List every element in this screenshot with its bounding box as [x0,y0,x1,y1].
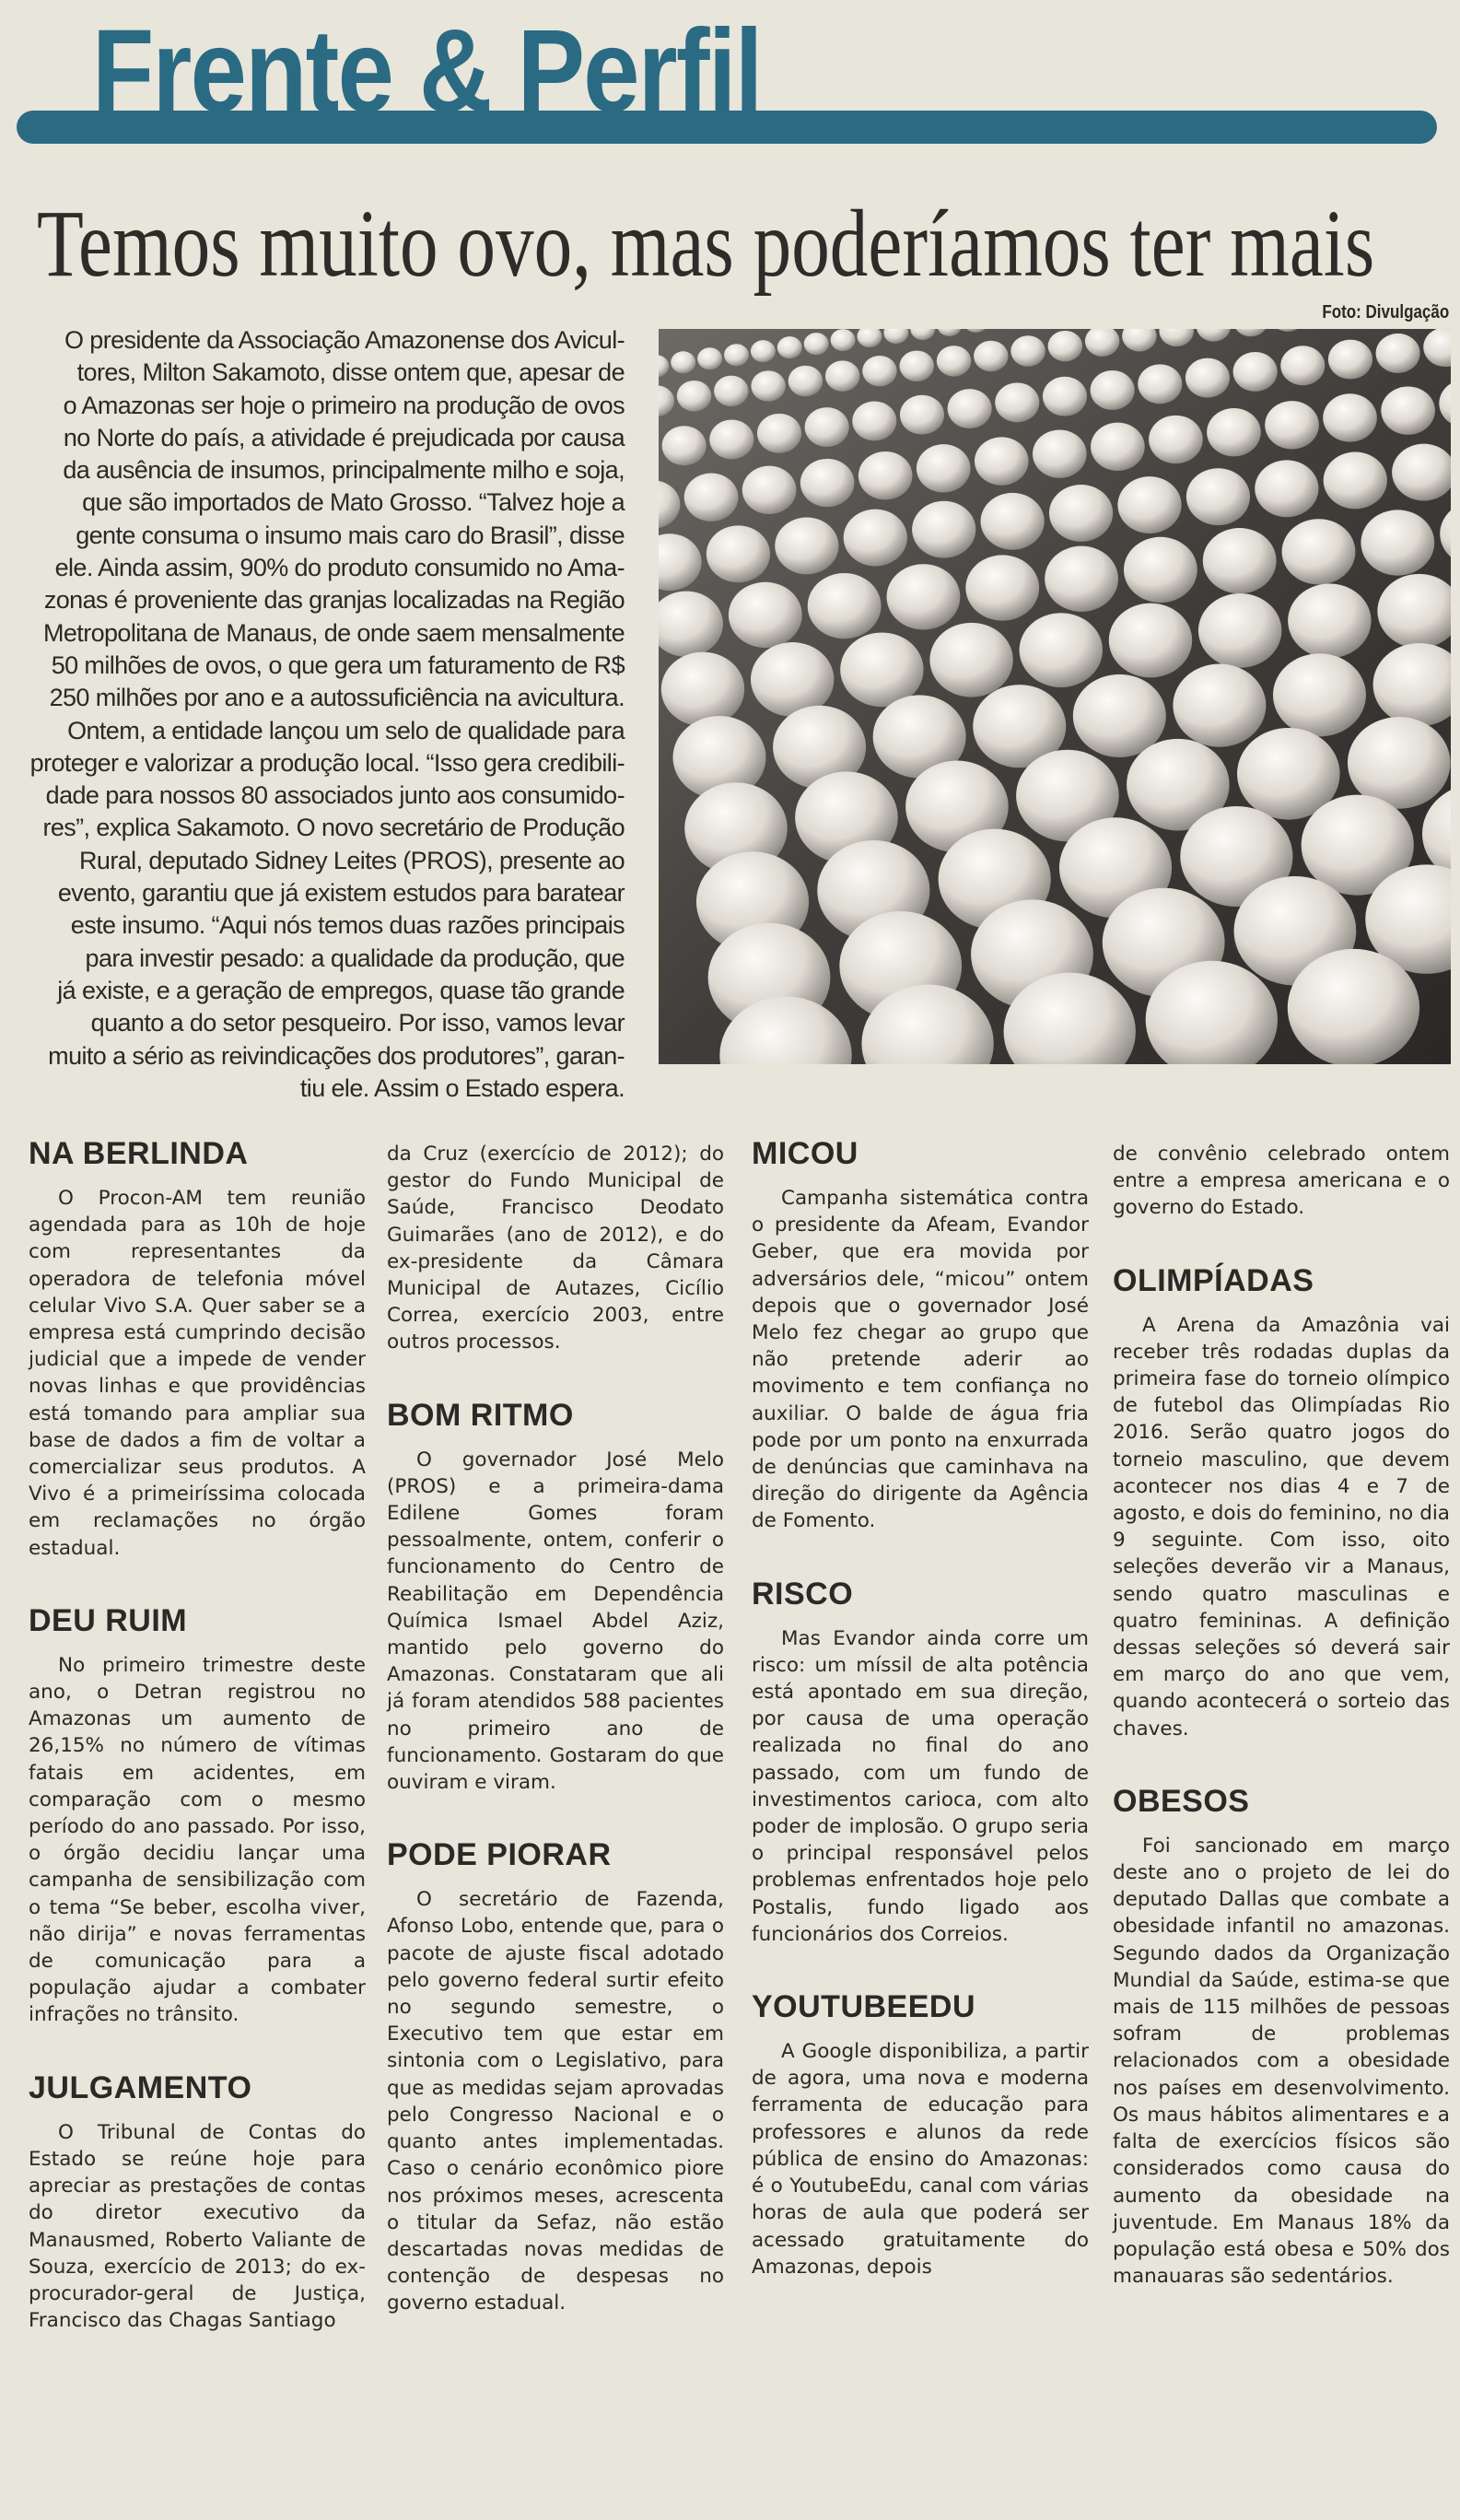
notes-column-1 [29,1135,366,2334]
egg [975,437,1029,485]
egg [1198,593,1281,668]
egg [1186,358,1230,398]
egg [831,329,856,351]
egg [1117,476,1181,533]
egg [844,510,907,567]
egg [1138,364,1182,404]
intro-line: 250 milhões por ano e a autossuficiência na avicultura. [49,684,625,712]
note-body-julgamento: O Tribunal de Contas do Estado se reúne hoje para apreciar as prestações de contas do diretor executivo da Manausmed, Roberto Valiante de Souza, exercício de 2013; do ex-procurador-geral de Justiça, Francisco das Chagas Santiago [29,2120,366,2333]
egg [788,366,823,396]
article-intro [28,324,625,1105]
egg [1149,416,1203,463]
intro-line: gente consuma o insumo mais caro do Brasil”, disse [76,521,625,549]
egg [887,564,961,629]
egg [1203,528,1277,593]
notes-column-4 [1113,1141,1450,2330]
note-title-olimpiadas: OLIMPÍADAS [1113,1262,1314,1298]
intro-line: que são importados de Mato Grosso. “Talvez hoje a [82,488,625,517]
intro-line: dade para nossos 80 associados junto aos consumido- [45,781,625,810]
egg [1273,653,1366,736]
egg [808,573,882,639]
egg [937,346,971,376]
egg [995,382,1039,422]
egg [697,347,722,369]
egg [1033,429,1087,477]
note-title-na-berlinda: NA BERLINDA [29,1136,249,1171]
egg [900,395,944,435]
egg [852,401,896,440]
intro-line: 50 milhões de ovos, o que gera um faturamento de R$ [51,651,625,679]
egg [742,466,797,514]
egg [1233,352,1278,392]
egg [825,360,859,391]
note-body-pode-piorar: O secretário de Fazenda, Afonso Lobo, entende que, para o pacote de ajuste fiscal adotado pelo governo federal surtir efeito no segundo semestre, o Executivo tem que estar em sintonia com o Legislativo, para que as medidas sejam aprovadas pelo Congresso Nacional e o quanto antes implementadas. Caso o cenário econômico piore nos próximos meses, acrescenta o titular da Sefaz, não estão descartadas novas medidas de contenção de despesas no governo estadual. [387,1888,724,2315]
egg [1328,340,1372,380]
egg [1173,664,1266,747]
egg [1265,401,1319,449]
egg [662,426,707,465]
intro-line: já existe, e a geração de empregos, quase tão grande [57,976,625,1004]
egg [1207,408,1261,456]
egg [751,340,776,362]
photo-credit: Foto: Divulgação [1322,302,1449,322]
egg [1376,334,1420,373]
intro-line: este insumo. “Aqui nós temos duas razões principais [70,911,625,940]
egg [1124,537,1197,603]
egg [1091,423,1145,471]
egg [805,407,849,447]
intro-line: muito a sério as reivindicações dos produtores”, garan- [48,1041,625,1070]
intro-line: Rural, deputado Sidney Leites (PROS), presente ao [79,846,625,874]
egg [757,414,801,453]
intro-line: tiu ele. Assim o Estado espera. [299,1073,625,1102]
note-body-risco: Mas Evandor ainda corre um risco: um míssil de alta potência está apontado em sua direção, por causa de uma operação realizada no final do ano passado, com um fundo de investimentos carioca, com alto poder de implosão. O grupo seria o principal responsável pelos problemas enfrentados hoje pelo Postalis, fundo ligado aos funcionários dos Correios. [752,1626,1089,1946]
egg [1043,377,1087,416]
egg [1186,468,1250,525]
egg [1255,460,1318,517]
section-title: Frente & Perfil [92,6,762,137]
intro-line: zonas é proveniente das granjas localizadas na Região [43,586,625,615]
egg [707,525,770,582]
egg [981,493,1045,550]
egg [1280,346,1325,385]
intro-line: o Amazonas ser hoje o primeiro na produção de ovos [63,391,625,419]
note-body-micou: Campanha sistemática contra o presidente da Afeam, Evandor Geber, que era movida por adversários dele, “micou” ontem depois que o governador José Melo fez chegar ao grupo que não pretende aderir ao movimento e tem confiança no auxiliar. O balde de água fria pode por um ponto na enxurrada de denúncias que caminhava na direção do dirigente da Agência de Fomento. [752,1187,1089,1533]
intro-line: quanto a do setor pesqueiro. Por isso, vamos levar [90,1009,625,1037]
note-title-risco: RISCO [752,1576,854,1612]
egg [729,582,802,648]
egg [709,420,753,460]
note-body-deu-ruim: No primeiro trimestre deste ano, o Detran registrou no Amazonas um aumento de 26,15% no número de vítimas fatais em acidentes, em comparação com o mesmo período do ano passado. Por isso, o órgão decidiu lançar uma campanha de sensibilização com o tema “Se beber, escolha viver, não dirija” e novas ferramentas de comunicação para a população ajudar a combater infrações no trânsito. [29,1653,366,2027]
egg [1288,583,1371,658]
egg [777,336,802,358]
intro-line: Ontem, a entidade lançou um selo de qualidade para [67,716,625,744]
intro-line: O presidente da Associação Amazonense dos Avicul- [64,326,625,354]
note-title-micou: MICOU [752,1136,858,1171]
note-title-julgamento: JULGAMENTO [29,2069,252,2105]
intro-line: da ausência de insumos, principalmente milho e soja, [63,456,625,485]
eggs-photo [659,329,1451,1064]
note-body-obesos: Foi sancionado em março deste ano o projeto de lei do deputado Dallas que combate a obesidade infantil no amazonas. Segundo dados da Organização Mundial da Saúde, estima-se que mais de 115 milhões de pessoas sofram de problemas relacionados com a obesidade nos países em desenvolvimento. Os maus hábitos alimentares e a falta de exercícios físicos são considerados como causa do aumento da obesidade na juventude. Em Manaus 18% da população está obesa e 50% dos manauaras são sedentários. [1113,1834,1450,2289]
eggs-photo-image [659,329,1451,1064]
intro-line: tores, Milton Sakamoto, disse ontem que, apesar de [76,358,625,387]
article-headline: Temos muito ovo, mas poderíamos ter mais [37,191,1375,297]
egg [1323,393,1377,441]
note-title-pode-piorar: PODE PIORAR [387,1837,612,1873]
note-title-obesos: OBESOS [1113,1783,1250,1819]
intro-line: para investir pesado: a qualidade da produção, que [85,944,625,972]
egg [1020,613,1103,687]
egg [948,389,992,428]
egg [917,444,971,492]
egg [840,632,923,707]
egg [1010,335,1045,366]
intro-line: Metropolitana de Manaus, de onde saem mensalmente [43,618,625,647]
note-body-olimpiadas: A Arena da Amazônia vai receber três rodadas duplas da primeira fase do torneio olímpico de futebol das Olimpíadas Rio 2016. Serão quatro jogos do torneio masculino, que devem acontecer nos dias 4 e 7 de agosto, e dois do feminino, no dia 9 seguinte. Com isso, oito seleções deverão vir a Manaus, sendo quatro masculinas e quatro femininas. A definição dessas seleções só deverá sair em março do ano que vem, quando acontecerá o sorteio das chaves. [1113,1313,1450,1741]
egg [714,376,748,406]
egg [751,370,785,401]
egg [899,351,933,381]
intro-line: evento, garantiu que já existem estudos para baratear [57,879,625,908]
egg [862,356,896,386]
egg [677,381,711,411]
egg [1048,331,1082,361]
egg [912,501,975,558]
egg [804,333,829,355]
egg [775,518,838,575]
notes-column-2 [387,1141,724,2358]
egg [1381,386,1435,434]
intro-line: res”, explica Sakamoto. O novo secretário de Produção [42,814,625,842]
egg [929,623,1012,697]
egg [1091,370,1135,410]
egg [800,459,855,507]
egg [1109,604,1192,678]
egg [1045,546,1118,612]
note-title-deu-ruim: DEU RUIM [29,1602,188,1638]
note-title-bom-ritmo: BOM RITMO [387,1397,574,1433]
egg [684,474,739,522]
egg [1348,717,1451,809]
note-title-youtubeedu: YOUTUBEEDU [752,1989,976,2025]
intro-line: ele. Ainda assim, 90% do produto consumido no Ama- [54,554,625,582]
note-body-na-berlinda: O Procon-AM tem reunião agendada para as 10h de hoje com representantes da operadora de telefonia móvel celular Vivo S.A. Quer saber se a empresa está cumprindo decisão judicial que a impede de vender novas linhas e que providências está tomando para ampliar sua base de dados a fim de voltar a comercializar seus produtos. A Vivo é a primeiríssima colocada em reclamações no órgão estadual. [29,1187,366,1560]
egg [1361,510,1434,575]
egg [724,344,749,366]
note-body-julgamento-continued: da Cruz (exercício de 2012); do gestor do Fundo Municipal de Saúde, Francisco Deodato Guimarães (ano de 2012), e do ex-presidente da Câmara Municipal de Autazes, Cicílio Correa, exercício 2003, entre outros processos. [387,1143,724,1354]
egg [1073,674,1166,757]
note-body-bom-ritmo: O governador José Melo (PROS) e a primeira-dama Edilene Gomes foram pessoalmente, ontem, conferir o funcionamento do Centro de Reabilitação em Dependência Química Ismael Abdel Aziz, mantido pelo governo do Amazonas. Constataram que ali já foram atendidos 588 pacientes no primeiro ano de funcionamento. Gostaram do que ouviram e viram. [387,1448,724,1795]
notes-column-3 [752,1135,1089,2280]
egg [1288,949,1419,1064]
egg [751,642,834,717]
intro-line: proteger e valorizar a produção local. “Isso gera credibili- [29,748,625,777]
egg [671,351,695,373]
intro-line: no Norte do país, a atividade é prejudicada por causa [63,423,625,451]
egg [1282,519,1356,584]
egg [965,555,1039,620]
egg [1049,485,1113,542]
egg [661,652,744,727]
note-body-youtubeedu-continued: de convênio celebrado ontem entre a empresa americana e o governo do Estado. [1113,1143,1450,1220]
egg [858,451,913,499]
note-body-youtubeedu: A Google disponibiliza, a partir de agora, uma nova e moderna ferramenta de educação para professores e alunos da rede pública de ensino do Amazonas: é o YoutubeEdu, canal com várias horas de aula que poderá ser acessado gratuitamente do Amazonas, depois [752,2040,1089,2279]
egg [1324,452,1387,510]
egg [974,341,1008,371]
